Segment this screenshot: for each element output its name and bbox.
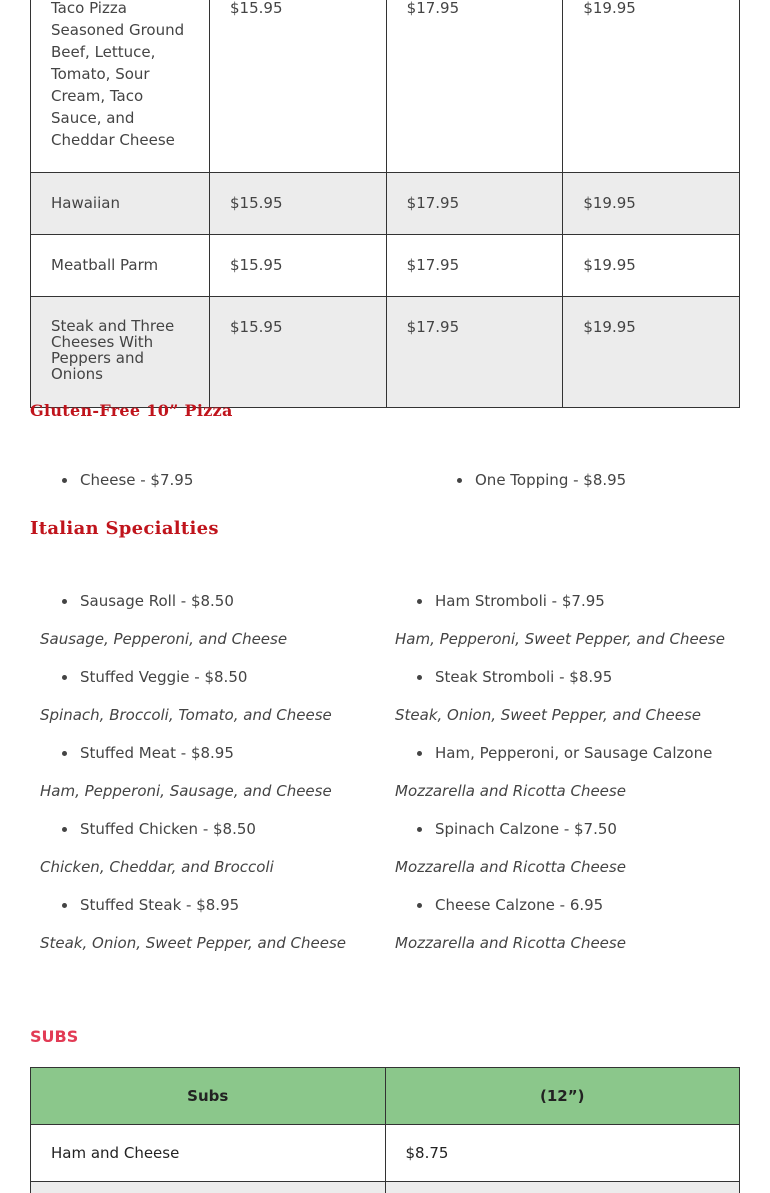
list-item: One Topping - $8.95 bbox=[475, 471, 627, 489]
item-description: Ham, Pepperoni, Sweet Pepper, and Cheese bbox=[395, 630, 725, 648]
table-row bbox=[31, 1182, 740, 1193]
price-cell-small: $15.95 bbox=[210, 173, 387, 235]
item-description: Ham, Pepperoni, Sausage, and Cheese bbox=[40, 782, 332, 800]
price-cell-small: $15.95 bbox=[210, 297, 387, 408]
item-description: Chicken, Cheddar, and Broccoli bbox=[40, 858, 274, 876]
sub-price-cell bbox=[385, 1182, 740, 1193]
pizza-name-cell: Taco Pizza Seasoned Ground Beef, Lettuce, Tomato, Sour Cream, Taco Sauce, and Cheddar Cheese bbox=[31, 0, 210, 173]
sub-name-cell bbox=[31, 1182, 386, 1193]
gluten-free-heading: Gluten-Free 10” Pizza bbox=[30, 401, 233, 420]
pizza-name-cell: Meatball Parm bbox=[31, 235, 210, 297]
size-column-header: (12”) bbox=[385, 1068, 740, 1125]
table-row bbox=[31, 173, 740, 235]
item-description: Spinach, Broccoli, Tomato, and Cheese bbox=[40, 706, 332, 724]
price-cell-medium: $17.95 bbox=[386, 235, 563, 297]
table-row bbox=[31, 0, 740, 173]
table-row bbox=[31, 1125, 740, 1182]
list-item: Stuffed Chicken - $8.50 bbox=[80, 820, 256, 838]
subs-column-header: Subs bbox=[31, 1068, 386, 1125]
pizza-price-table bbox=[30, 0, 740, 408]
list-item: Cheese Calzone - 6.95 bbox=[435, 896, 604, 914]
list-item: Cheese - $7.95 bbox=[80, 471, 194, 489]
price-cell-medium: $17.95 bbox=[386, 173, 563, 235]
item-description: Sausage, Pepperoni, and Cheese bbox=[40, 630, 288, 648]
pizza-name-cell: Steak and Three Cheeses With Peppers and Onions bbox=[31, 297, 210, 408]
table-row bbox=[31, 297, 740, 408]
list-item: Spinach Calzone - $7.50 bbox=[435, 820, 617, 838]
item-description: Mozzarella and Ricotta Cheese bbox=[395, 782, 626, 800]
italian-specialties-heading: Italian Specialties bbox=[30, 518, 219, 539]
list-item: Ham, Pepperoni, or Sausage Calzone bbox=[435, 744, 713, 762]
price-cell-medium: $17.95 bbox=[386, 0, 563, 173]
list-item: Ham Stromboli - $7.95 bbox=[435, 592, 605, 610]
pizza-name-cell: Hawaiian bbox=[31, 173, 210, 235]
item-description: Mozzarella and Ricotta Cheese bbox=[395, 934, 626, 952]
subs-heading: SUBS bbox=[30, 1027, 79, 1046]
list-item: Steak Stromboli - $8.95 bbox=[435, 668, 613, 686]
list-item: Sausage Roll - $8.50 bbox=[80, 592, 234, 610]
price-cell-large: $19.95 bbox=[563, 0, 740, 173]
list-item: Stuffed Veggie - $8.50 bbox=[80, 668, 248, 686]
table-row bbox=[31, 235, 740, 297]
price-cell-large: $19.95 bbox=[563, 235, 740, 297]
price-cell-small: $15.95 bbox=[210, 235, 387, 297]
list-item: Stuffed Steak - $8.95 bbox=[80, 896, 240, 914]
subs-table bbox=[30, 1067, 740, 1193]
item-description: Mozzarella and Ricotta Cheese bbox=[395, 858, 626, 876]
table-header-row bbox=[31, 1068, 740, 1125]
price-cell-large: $19.95 bbox=[563, 173, 740, 235]
sub-name-cell: Ham and Cheese bbox=[31, 1125, 386, 1182]
price-cell-large: $19.95 bbox=[563, 297, 740, 408]
list-item: Stuffed Meat - $8.95 bbox=[80, 744, 234, 762]
item-description: Steak, Onion, Sweet Pepper, and Cheese bbox=[395, 706, 701, 724]
price-cell-small: $15.95 bbox=[210, 0, 387, 173]
item-description: Steak, Onion, Sweet Pepper, and Cheese bbox=[40, 934, 346, 952]
sub-price-cell: $8.75 bbox=[385, 1125, 740, 1182]
price-cell-medium: $17.95 bbox=[386, 297, 563, 408]
